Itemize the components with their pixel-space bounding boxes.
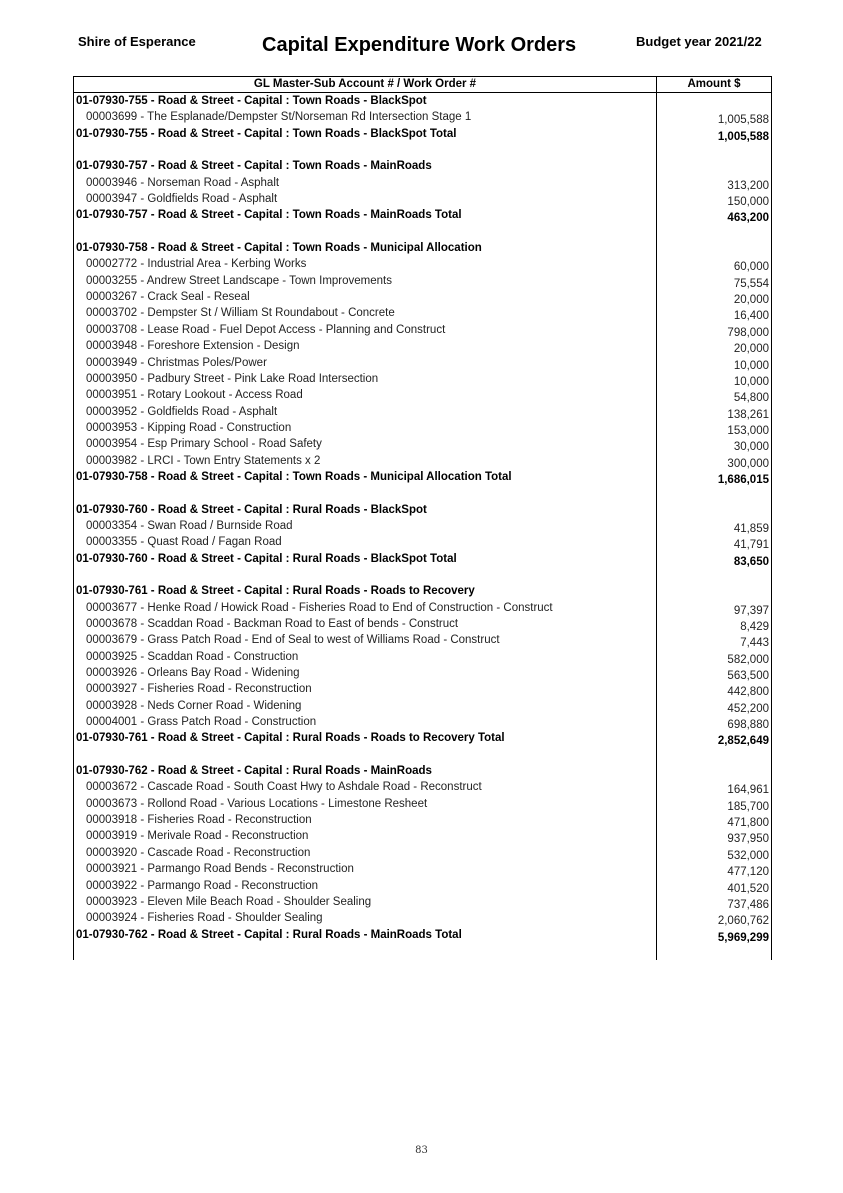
work-order-row xyxy=(74,861,771,877)
work-order-row xyxy=(74,812,771,828)
work-order-row-label: 00003355 - Quast Road / Fagan Road xyxy=(86,536,282,549)
work-order-row-amount: 8,429 xyxy=(740,621,769,633)
page-number: 83 xyxy=(415,1145,428,1156)
work-order-row xyxy=(74,305,771,321)
work-order-row-amount: 532,000 xyxy=(727,849,769,862)
section-heading xyxy=(74,502,771,518)
page-title: Capital Expenditure Work Orders xyxy=(262,34,577,56)
work-order-row xyxy=(74,322,771,338)
section-total-row-amount: 1,686,015 xyxy=(717,473,769,486)
spacer-row xyxy=(74,567,771,583)
work-order-row xyxy=(74,878,771,894)
account-column-header: GL Master-Sub Account # / Work Order # xyxy=(253,78,477,90)
work-order-row-label: 00003954 - Esp Primary School - Road Safety xyxy=(86,438,322,451)
section-heading xyxy=(74,763,771,779)
work-order-row-amount: 737,486 xyxy=(727,898,769,911)
work-order-row-label: 00003918 - Fisheries Road - Reconstruction xyxy=(86,814,312,827)
work-order-row xyxy=(74,698,771,714)
spacer-row xyxy=(74,142,771,158)
section-total-row-amount: 1,005,588 xyxy=(717,130,769,143)
work-order-row xyxy=(74,616,771,632)
work-order-row xyxy=(74,175,771,191)
work-order-row xyxy=(74,338,771,354)
work-order-row xyxy=(74,453,771,469)
work-order-row-amount: 698,880 xyxy=(727,719,769,732)
section-total-row-label: 01-07930-762 - Road & Street - Capital : Rural Roads - MainRoads Total xyxy=(76,928,462,941)
section-heading-label: 01-07930-762 - Road & Street - Capital : Rural Roads - MainRoads xyxy=(76,765,432,778)
section-total-row xyxy=(74,207,771,223)
section-total-row xyxy=(74,927,771,943)
work-order-row xyxy=(74,420,771,436)
work-order-row-label: 00003919 - Merivale Road - Reconstruction xyxy=(86,830,309,843)
work-order-row-amount: 10,000 xyxy=(733,359,769,372)
work-order-row-amount: 300,000 xyxy=(727,457,769,470)
work-order-row-amount: 10,000 xyxy=(733,375,769,388)
section-heading-label: 01-07930-761 - Road & Street - Capital : Rural Roads - Roads to Recovery xyxy=(76,585,475,598)
work-order-row-amount: 153,000 xyxy=(727,424,769,437)
work-order-row xyxy=(74,355,771,371)
section-total-row-amount: 2,852,649 xyxy=(717,735,769,748)
work-order-row xyxy=(74,845,771,861)
section-heading xyxy=(74,93,771,109)
work-order-row-amount: 313,200 xyxy=(727,179,769,192)
section-total-row-label: 01-07930-761 - Road & Street - Capital : Rural Roads - Roads to Recovery Total xyxy=(76,732,505,745)
section-heading-label: 01-07930-760 - Road & Street - Capital : Rural Roads - BlackSpot xyxy=(76,503,427,516)
work-order-row-label: 00002772 - Industrial Area - Kerbing Works xyxy=(86,258,307,271)
work-order-row-label: 00003924 - Fisheries Road - Shoulder Sealing xyxy=(86,912,323,925)
work-order-row-amount: 2,060,762 xyxy=(717,915,769,928)
work-order-row-label: 00003948 - Foreshore Extension - Design xyxy=(86,340,300,353)
work-order-row xyxy=(74,894,771,910)
work-order-row-label: 00003922 - Parmango Road - Reconstruction xyxy=(86,879,319,892)
section-total-row xyxy=(74,551,771,567)
work-order-row-label: 00003923 - Eleven Mile Beach Road - Shoulder Sealing xyxy=(86,895,372,908)
section-heading xyxy=(74,240,771,256)
section-total-row-label: 01-07930-755 - Road & Street - Capital : Town Roads - BlackSpot Total xyxy=(76,127,457,140)
work-order-row-label: 00003708 - Lease Road - Fuel Depot Access - Planning and Construct xyxy=(86,323,446,336)
work-order-row-label: 00003702 - Dempster St / William St Roundabout - Concrete xyxy=(86,307,395,320)
work-order-row xyxy=(74,649,771,665)
work-order-row xyxy=(74,632,771,648)
work-order-row-amount: 75,554 xyxy=(733,277,769,290)
work-order-row-amount: 41,859 xyxy=(733,522,769,535)
work-order-row-amount: 20,000 xyxy=(733,343,769,356)
work-order-row xyxy=(74,681,771,697)
work-order-row-amount: 60,000 xyxy=(733,261,769,274)
work-order-row-amount: 41,791 xyxy=(733,539,769,552)
work-order-row-label: 00003950 - Padbury Street - Pink Lake Road Intersection xyxy=(86,372,379,385)
work-order-row-label: 00003946 - Norseman Road - Asphalt xyxy=(86,176,280,189)
work-order-row xyxy=(74,714,771,730)
section-heading-label: 01-07930-755 - Road & Street - Capital : Town Roads - BlackSpot xyxy=(76,95,427,107)
work-order-row-label: 00003677 - Henke Road / Howick Road - Fisheries Road to End of Construction - Construct xyxy=(86,601,553,614)
work-order-row-label: 00003673 - Rollond Road - Various Locations - Limestone Resheet xyxy=(86,797,428,810)
section-total-row-amount: 5,969,299 xyxy=(717,931,769,944)
work-order-row xyxy=(74,828,771,844)
work-order-row xyxy=(74,436,771,452)
work-order-row-amount: 798,000 xyxy=(727,326,769,339)
work-order-row xyxy=(74,387,771,403)
work-order-row-label: 00003267 - Crack Seal - Reseal xyxy=(86,291,250,304)
work-order-row-label: 00003928 - Neds Corner Road - Widening xyxy=(86,699,302,712)
work-order-row-amount: 563,500 xyxy=(727,670,769,683)
work-order-row-amount: 150,000 xyxy=(727,196,769,209)
work-order-row-amount: 185,700 xyxy=(727,800,769,813)
work-order-row xyxy=(74,534,771,550)
work-order-row xyxy=(74,779,771,795)
work-order-row-amount: 477,120 xyxy=(727,866,769,879)
work-order-row-amount: 138,261 xyxy=(727,408,769,421)
work-order-row-amount: 452,200 xyxy=(727,702,769,715)
work-order-row-label: 00003672 - Cascade Road - South Coast Hwy to Ashdale Road - Reconstruct xyxy=(86,781,482,794)
page-header xyxy=(0,30,843,60)
section-total-row-label: 01-07930-760 - Road & Street - Capital : Rural Roads - BlackSpot Total xyxy=(76,552,457,565)
section-heading xyxy=(74,583,771,599)
work-order-row xyxy=(74,109,771,125)
work-order-row-amount: 97,397 xyxy=(733,604,769,617)
work-order-row xyxy=(74,404,771,420)
work-order-row-label: 00003920 - Cascade Road - Reconstruction xyxy=(86,846,311,859)
work-order-row-amount: 20,000 xyxy=(733,294,769,307)
work-order-row-amount: 7,443 xyxy=(740,637,769,650)
work-order-row xyxy=(74,289,771,305)
section-total-row xyxy=(74,469,771,485)
work-order-row-amount: 54,800 xyxy=(733,392,769,405)
work-order-row-amount: 16,400 xyxy=(733,310,769,323)
section-total-row xyxy=(74,730,771,746)
work-order-row-label: 00003982 - LRCI - Town Entry Statements x 2 xyxy=(86,454,321,467)
work-order-row xyxy=(74,910,771,926)
work-order-row xyxy=(74,256,771,272)
section-total-row-amount: 463,200 xyxy=(727,212,769,225)
work-order-row-amount: 471,800 xyxy=(727,817,769,830)
work-order-row-label: 00003953 - Kipping Road - Construction xyxy=(86,421,292,434)
work-order-row-label: 00003679 - Grass Patch Road - End of Seal to west of Williams Road - Construct xyxy=(86,634,500,647)
work-order-row xyxy=(74,518,771,534)
work-order-row-label: 00003927 - Fisheries Road - Reconstruction xyxy=(86,683,312,696)
amount-column-header: Amount $ xyxy=(687,78,741,90)
organisation-name: Shire of Esperance xyxy=(78,34,196,49)
work-order-row-label: 00003678 - Scaddan Road - Backman Road to East of bends - Construct xyxy=(86,618,459,630)
work-order-row-amount: 401,520 xyxy=(727,882,769,895)
work-orders-table xyxy=(73,76,772,960)
section-total-row xyxy=(74,126,771,142)
section-total-row-label: 01-07930-757 - Road & Street - Capital : Town Roads - MainRoads Total xyxy=(76,209,462,222)
work-order-row-label: 00003921 - Parmango Road Bends - Reconstruction xyxy=(86,863,354,876)
work-order-row xyxy=(74,665,771,681)
work-order-row-label: 00003926 - Orleans Bay Road - Widening xyxy=(86,667,300,680)
work-order-row-label: 00003951 - Rotary Lookout - Access Road xyxy=(86,389,303,402)
work-order-row-label: 00003699 - The Esplanade/Dempster St/Norseman Rd Intersection Stage 1 xyxy=(86,111,472,124)
work-order-row xyxy=(74,796,771,812)
spacer-row xyxy=(74,224,771,240)
work-order-row-label: 00003255 - Andrew Street Landscape - Town Improvements xyxy=(86,274,392,287)
work-order-row-amount: 164,961 xyxy=(727,784,769,797)
work-order-row-amount: 937,950 xyxy=(727,833,769,846)
work-order-row-label: 00003947 - Goldfields Road - Asphalt xyxy=(86,193,278,206)
work-order-row-amount: 1,005,588 xyxy=(717,114,769,127)
work-order-row-label: 00003952 - Goldfields Road - Asphalt xyxy=(86,405,278,418)
budget-year: Budget year 2021/22 xyxy=(636,34,762,49)
work-order-row xyxy=(74,273,771,289)
work-order-row xyxy=(74,371,771,387)
spacer-row xyxy=(74,747,771,763)
work-order-row-label: 00003949 - Christmas Poles/Power xyxy=(86,356,267,369)
table-body xyxy=(74,93,771,943)
section-total-row-label: 01-07930-758 - Road & Street - Capital : Town Roads - Municipal Allocation Total xyxy=(76,470,512,483)
section-total-row-amount: 83,650 xyxy=(733,555,769,568)
section-heading xyxy=(74,158,771,174)
work-order-row xyxy=(74,600,771,616)
work-order-row-label: 00004001 - Grass Patch Road - Construction xyxy=(86,716,317,729)
spacer-row xyxy=(74,485,771,501)
work-order-row-label: 00003354 - Swan Road / Burnside Road xyxy=(86,519,293,532)
table-header xyxy=(74,76,771,93)
work-order-row-amount: 582,000 xyxy=(727,653,769,666)
work-order-row-amount: 30,000 xyxy=(733,441,769,454)
section-heading-label: 01-07930-758 - Road & Street - Capital : Town Roads - Municipal Allocation xyxy=(76,242,482,255)
work-order-row-label: 00003925 - Scaddan Road - Construction xyxy=(86,650,299,663)
section-heading-label: 01-07930-757 - Road & Street - Capital : Town Roads - MainRoads xyxy=(76,160,432,173)
work-order-row xyxy=(74,191,771,207)
work-order-row-amount: 442,800 xyxy=(727,686,769,699)
